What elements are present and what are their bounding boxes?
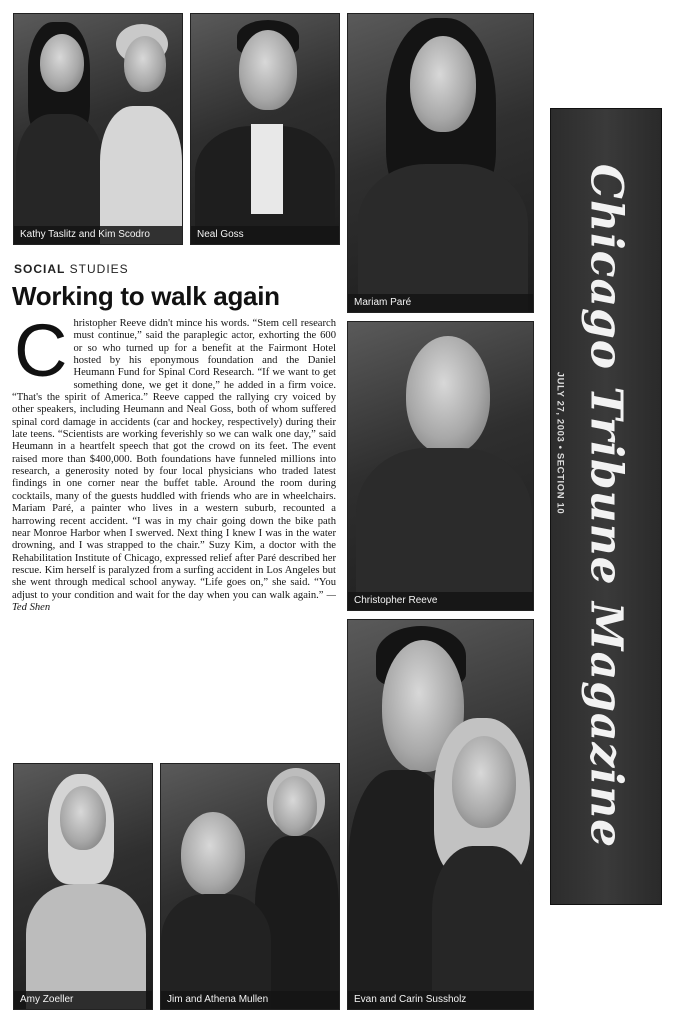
- photo-evan-carin-sussholz: [347, 619, 534, 1010]
- photo-mariam-pare: [347, 13, 534, 313]
- dateline-text: JULY 27, 2003 • SECTION 10: [554, 371, 566, 515]
- section-label-regular: STUDIES: [65, 262, 129, 276]
- photo-kathy-taslitz-kim-scodro: [13, 13, 183, 245]
- photo-caption: Jim and Athena Mullen: [161, 991, 339, 1009]
- photo-caption: Christopher Reeve: [348, 592, 533, 610]
- masthead-title: Chicago Tribune Magazine: [580, 163, 632, 849]
- photo-caption: Neal Goss: [191, 226, 339, 244]
- photo-caption: Mariam Paré: [348, 294, 533, 312]
- photo-caption: Kathy Taslitz and Kim Scodro: [14, 226, 182, 244]
- photo-christopher-reeve: [347, 321, 534, 611]
- photo-jim-athena-mullen: [160, 763, 340, 1010]
- drop-cap: C: [14, 318, 68, 392]
- photo-amy-zoeller: [13, 763, 153, 1010]
- article-body: [12, 318, 336, 746]
- photo-caption: Evan and Carin Sussholz: [348, 991, 533, 1009]
- section-label: [14, 262, 129, 276]
- article-text: hristopher Reeve didn't mince his words. “Stem cell research must continue,” said the paraplegic actor, exhorting the 600 or so who turned up for a benefit at the Fairmont Hotel hosted by his eponymous foundation and the Daniel Heumann Fund for Spinal Cord Research. “If we want to get something done, we get it done,” he added in a firm voice. “That's the spirit of America.” Reeve capped the rallying cry voiced by other speakers, including Heumann and Neal Goss, both of whom suffered spinal cord damage in accidents (car and hockey, respectively) during their late teens. “Scientists are working feverishly so we can walk one day,” said Heumann in a heartfelt speech that got the crowd on its feet. The event raised more than $400,000. Both foundations have funneled millions into research, a generosity noted by four local physicians who traded latest findings in one corner near the buffet table. Around the room during cocktails, many of the guests huddled with friends who are in wheelchairs. Mariam Paré, a painter who lives in a western suburb, recounted a harrowing recent accident. “I was in my chair going down the bike path near Monroe Harbor when I swerved. Next thing I knew I was in the water drowning, and I was strapped to the chair.” Suzy Kim, a doctor with the Rehabilitation Institute of Chicago, expressed relief after Paré described her rescue. Kim herself is paralyzed from a surfing accident in Los Angeles but she went through medical school anyway. “Life goes on,” she said. “You adjust to your condition and wait for the day when you can walk again.”: [12, 318, 336, 601]
- photo-neal-goss: [190, 13, 340, 245]
- headline: Working to walk again: [12, 281, 280, 311]
- section-label-bold: SOCIAL: [14, 262, 66, 276]
- dateline: [540, 363, 580, 563]
- byline: —Ted Shen: [12, 589, 336, 613]
- photo-caption: Amy Zoeller: [14, 991, 152, 1009]
